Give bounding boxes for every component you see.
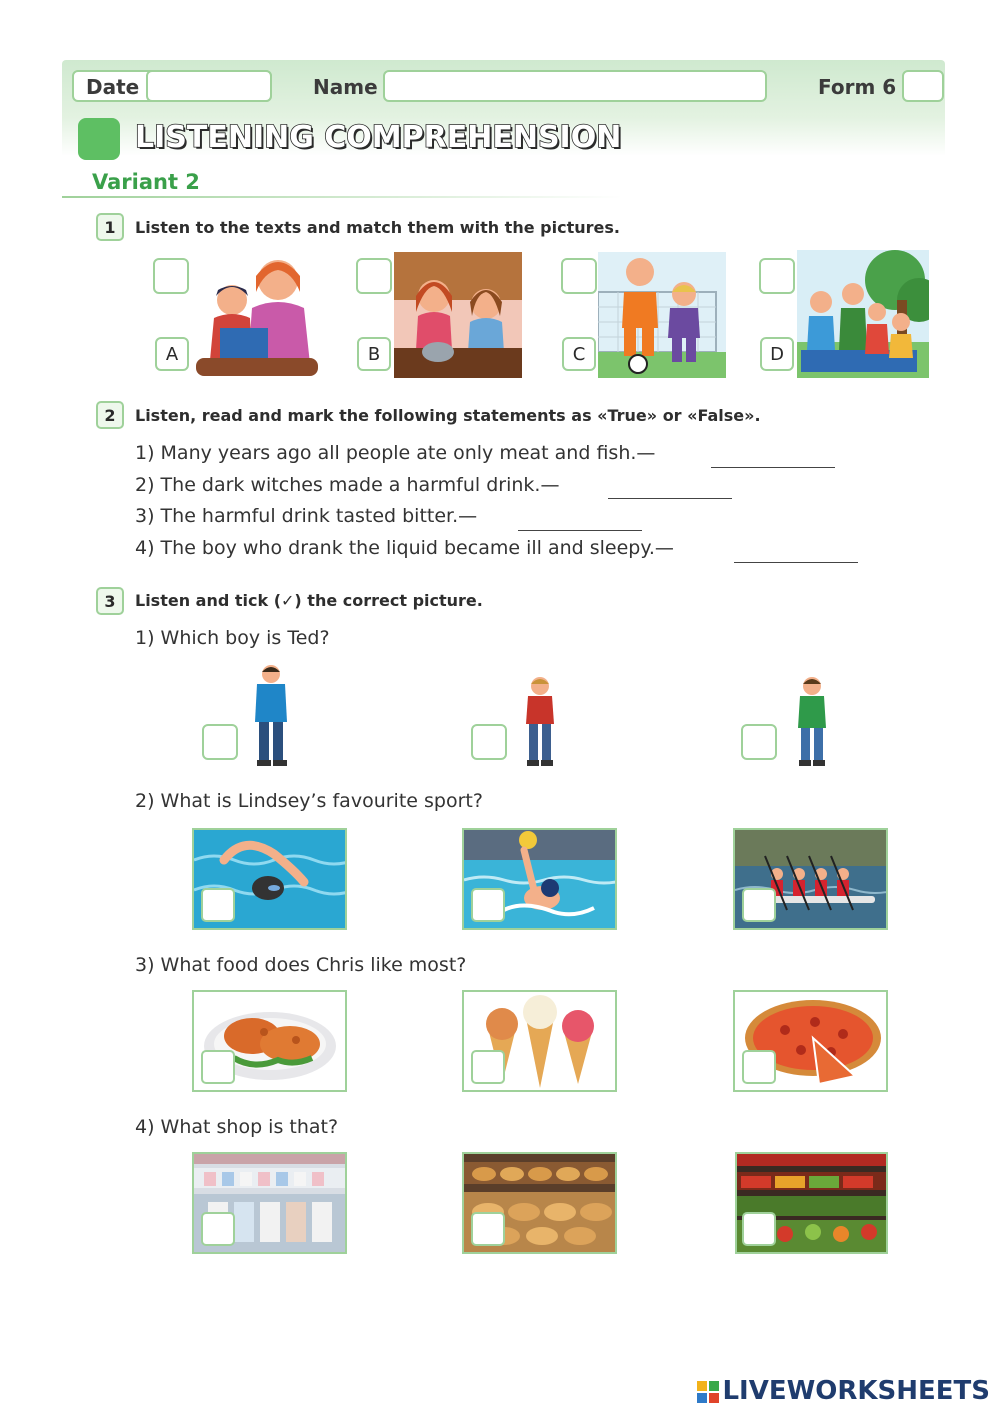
name-label: Name — [313, 75, 378, 99]
name-field[interactable] — [383, 70, 767, 102]
question-2: 2) What is Lindsey’s favourite sport? — [135, 790, 483, 812]
answer-line-3[interactable] — [518, 530, 642, 531]
liveworksheets-brand[interactable]: LIVEWORKSHEETS — [722, 1376, 990, 1406]
answer-line-4[interactable] — [734, 562, 858, 563]
tick-box-q1-b[interactable] — [471, 724, 507, 760]
mother-reading-book-picture — [192, 252, 322, 378]
match-answer-box-c[interactable] — [561, 258, 597, 294]
tick-box-q2-a[interactable] — [201, 888, 235, 922]
statement-3: 3) The harmful drink tasted bitter.— — [135, 505, 478, 527]
family-picnic-picture — [797, 250, 929, 378]
section-1-number: 1 — [96, 213, 124, 241]
tick-box-q3-b[interactable] — [471, 1050, 505, 1084]
picture-letter-c: C — [562, 337, 596, 371]
form-field[interactable] — [902, 70, 944, 102]
boys-playing-football-picture — [598, 252, 726, 378]
picture-letter-d: D — [760, 337, 794, 371]
match-answer-box-b[interactable] — [356, 258, 392, 294]
form-label: Form 6 — [818, 75, 897, 99]
tick-box-q2-c[interactable] — [742, 888, 776, 922]
answer-line-1[interactable] — [711, 467, 835, 468]
match-answer-box-a[interactable] — [153, 258, 189, 294]
question-1: 1) Which boy is Ted? — [135, 627, 330, 649]
tick-box-q1-a[interactable] — [202, 724, 238, 760]
section-3-title: Listen and tick (✓) the correct picture. — [135, 591, 483, 610]
section-1-title: Listen to the texts and match them with the pictures. — [135, 218, 620, 237]
tick-box-q1-c[interactable] — [741, 724, 777, 760]
tick-box-q4-c[interactable] — [742, 1212, 776, 1246]
statement-2: 2) The dark witches made a harmful drink.— — [135, 474, 560, 496]
girls-cooking-picture — [394, 252, 522, 378]
picture-letter-b: B — [357, 337, 391, 371]
tick-box-q3-a[interactable] — [201, 1050, 235, 1084]
section-3-number: 3 — [96, 587, 124, 615]
picture-letter-a: A — [155, 337, 189, 371]
liveworksheets-logo-icon — [697, 1381, 719, 1403]
variant-label: Variant 2 — [92, 170, 200, 194]
date-label: Date — [86, 75, 140, 99]
match-answer-box-d[interactable] — [759, 258, 795, 294]
title-badge — [78, 118, 120, 160]
date-field[interactable] — [146, 70, 272, 102]
statement-4: 4) The boy who drank the liquid became ill and sleepy.— — [135, 537, 674, 559]
tick-box-q4-b[interactable] — [471, 1212, 505, 1246]
section-2-number: 2 — [96, 401, 124, 429]
tick-box-q4-a[interactable] — [201, 1212, 235, 1246]
boy-green-jacket-picture — [790, 676, 834, 768]
section-2-title: Listen, read and mark the following statements as «True» or «False». — [135, 406, 761, 425]
worksheet-title: LISTENING COMPREHENSION — [135, 120, 622, 155]
tick-box-q2-b[interactable] — [471, 888, 505, 922]
tick-box-q3-c[interactable] — [742, 1050, 776, 1084]
statement-1: 1) Many years ago all people ate only meat and fish.— — [135, 442, 656, 464]
question-3: 3) What food does Chris like most? — [135, 954, 467, 976]
answer-line-2[interactable] — [608, 498, 732, 499]
question-4: 4) What shop is that? — [135, 1116, 339, 1138]
boy-blue-jacket-picture — [247, 664, 297, 768]
variant-divider — [62, 196, 622, 198]
boy-red-shirt-picture — [518, 676, 562, 768]
